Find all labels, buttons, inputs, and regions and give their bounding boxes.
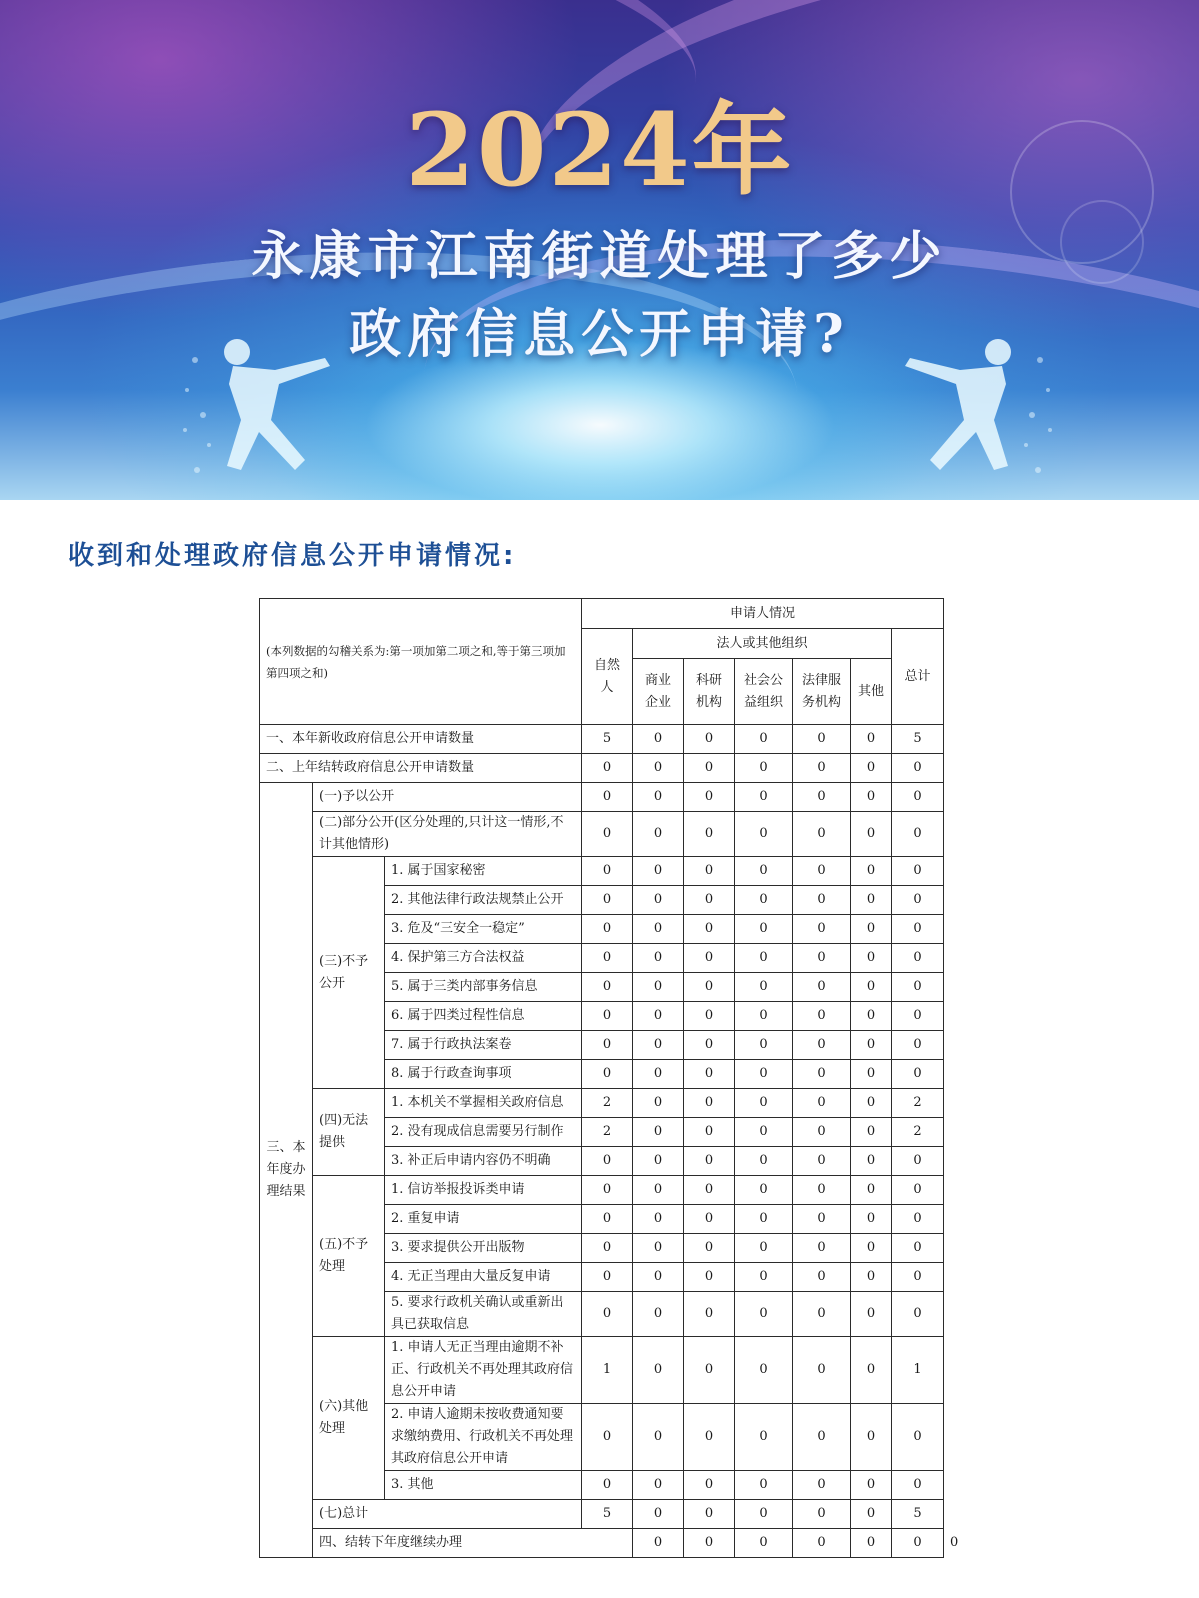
- cell-value: 0: [582, 1002, 633, 1031]
- cell-value: 0: [582, 857, 633, 886]
- row-label: 1. 属于国家秘密: [385, 857, 582, 886]
- cell-value: 0: [892, 915, 944, 944]
- cell-value: 0: [684, 1471, 735, 1500]
- cell-value: 0: [735, 754, 793, 783]
- cell-value: 0: [793, 1118, 851, 1147]
- row-label: 四、结转下年度继续办理: [313, 1529, 633, 1558]
- cell-value: 0: [582, 973, 633, 1002]
- cell-value: 0: [851, 915, 892, 944]
- cell-value: 0: [793, 1263, 851, 1292]
- cell-value: 0: [851, 944, 892, 973]
- table-row: [260, 1337, 944, 1404]
- cell-value: 0: [684, 1529, 735, 1558]
- cell-value: 0: [684, 973, 735, 1002]
- header-business: 商业企业: [633, 659, 684, 725]
- cell-value: 0: [892, 754, 944, 783]
- table-row: [260, 857, 944, 886]
- subgroup-label-not-processed: (五)不予处理: [313, 1176, 385, 1337]
- cell-value: 0: [684, 812, 735, 857]
- cell-value: 0: [684, 1205, 735, 1234]
- cell-value: 0: [793, 1337, 851, 1404]
- cell-value: 0: [633, 1205, 684, 1234]
- cell-value: 0: [892, 1234, 944, 1263]
- header-legal-org: 法人或其他组织: [633, 629, 892, 659]
- row-label: 2. 没有现成信息需要另行制作: [385, 1118, 582, 1147]
- cell-value: 0: [892, 1263, 944, 1292]
- header-banner: [0, 0, 1199, 500]
- section-title: 收到和处理政府信息公开申请情况:: [68, 541, 517, 571]
- row-label: 8. 属于行政查询事项: [385, 1060, 582, 1089]
- cell-value: 0: [793, 1147, 851, 1176]
- cell-value: 0: [633, 915, 684, 944]
- cell-value: 0: [582, 783, 633, 812]
- header-natural-person: 自然人: [582, 629, 633, 725]
- cell-value: 0: [633, 857, 684, 886]
- cell-value: 0: [892, 1176, 944, 1205]
- cell-value: 0: [892, 1147, 944, 1176]
- row-label: (一)予以公开: [313, 783, 582, 812]
- note-cell: (本列数据的勾稽关系为:第一项加第二项之和,等于第三项加第四项之和): [260, 599, 582, 725]
- cell-value: 0: [793, 857, 851, 886]
- cell-value: 0: [851, 754, 892, 783]
- cell-value: 0: [735, 1529, 793, 1558]
- cell-value: 0: [793, 1002, 851, 1031]
- cell-value: 0: [793, 1060, 851, 1089]
- table-row: [260, 754, 944, 783]
- cell-value: 0: [793, 1529, 851, 1558]
- cell-value: 0: [735, 915, 793, 944]
- cell-value: 0: [793, 1031, 851, 1060]
- cell-value: 0: [793, 1234, 851, 1263]
- cell-value: 0: [851, 1234, 892, 1263]
- cell-value: 0: [684, 1002, 735, 1031]
- cell-value: 0: [793, 915, 851, 944]
- cell-value: 0: [793, 944, 851, 973]
- cell-value: 0: [735, 1176, 793, 1205]
- cell-value: 0: [892, 1205, 944, 1234]
- subgroup-label-unable-to-provide: (四)无法提供: [313, 1089, 385, 1176]
- cell-value: 0: [892, 886, 944, 915]
- cell-value: 0: [892, 1404, 944, 1471]
- cell-value: 0: [793, 1176, 851, 1205]
- header-social: 社会公益组织: [735, 659, 793, 725]
- table-row: [260, 1176, 944, 1205]
- cell-value: 0: [684, 1147, 735, 1176]
- row-label: 7. 属于行政执法案卷: [385, 1031, 582, 1060]
- cell-value: 0: [793, 1500, 851, 1529]
- cell-value: 0: [892, 1031, 944, 1060]
- cell-value: 0: [633, 1089, 684, 1118]
- cell-value: 0: [851, 1337, 892, 1404]
- banner-year: 2024年: [405, 91, 794, 209]
- cell-value: 0: [633, 812, 684, 857]
- cell-value: 0: [684, 1031, 735, 1060]
- cell-value: 0: [793, 886, 851, 915]
- cell-value: 0: [735, 857, 793, 886]
- cell-value: 0: [684, 1176, 735, 1205]
- cell-value: 2: [892, 1089, 944, 1118]
- cell-value: 0: [851, 1205, 892, 1234]
- cell-value: 0: [735, 783, 793, 812]
- cell-value: 0: [793, 783, 851, 812]
- cell-value: 0: [684, 1292, 735, 1337]
- cell-value: 0: [633, 783, 684, 812]
- cell-value: 0: [582, 1234, 633, 1263]
- cell-value: 0: [633, 944, 684, 973]
- cell-value: 0: [851, 1500, 892, 1529]
- cell-value: 0: [851, 1471, 892, 1500]
- cell-value: 0: [892, 973, 944, 1002]
- cell-value: 0: [582, 1205, 633, 1234]
- cell-value: 0: [793, 1205, 851, 1234]
- cell-value: 0: [633, 1471, 684, 1500]
- cell-value: 0: [582, 1060, 633, 1089]
- cell-value: 0: [851, 1118, 892, 1147]
- cell-value: 0: [684, 1404, 735, 1471]
- header-research: 科研机构: [684, 659, 735, 725]
- cell-value: 1: [582, 1337, 633, 1404]
- cell-value: 0: [735, 973, 793, 1002]
- cell-value: 0: [582, 1147, 633, 1176]
- cell-value: 0: [633, 1337, 684, 1404]
- cell-value: 0: [735, 1404, 793, 1471]
- cell-value: 0: [793, 812, 851, 857]
- banner-title-line2: 政府信息公开申请?: [349, 304, 850, 365]
- row-label: 2. 重复申请: [385, 1205, 582, 1234]
- row-label: 3. 补正后申请内容仍不明确: [385, 1147, 582, 1176]
- cell-value: 0: [851, 1176, 892, 1205]
- cell-value: 0: [684, 783, 735, 812]
- cell-value: 0: [793, 1292, 851, 1337]
- cell-value: 0: [684, 886, 735, 915]
- cell-value: 0: [735, 1263, 793, 1292]
- cell-value: 2: [892, 1118, 944, 1147]
- cell-value: 0: [582, 1263, 633, 1292]
- cell-value: 0: [582, 812, 633, 857]
- cell-value: 0: [582, 1471, 633, 1500]
- cell-value: 0: [684, 915, 735, 944]
- cell-value: 0: [735, 812, 793, 857]
- row-label: 4. 保护第三方合法权益: [385, 944, 582, 973]
- cell-value: 0: [633, 1263, 684, 1292]
- cell-value: 0: [892, 944, 944, 973]
- cell-value: 2: [582, 1089, 633, 1118]
- cell-value: 0: [851, 1031, 892, 1060]
- cell-value: 0: [582, 1176, 633, 1205]
- cell-value: 0: [633, 1500, 684, 1529]
- cell-value: 0: [892, 812, 944, 857]
- row-label: 二、上年结转政府信息公开申请数量: [260, 754, 582, 783]
- cell-value: 0: [633, 725, 684, 754]
- row-label: 1. 本机关不掌握相关政府信息: [385, 1089, 582, 1118]
- cell-value: 0: [892, 1529, 944, 1558]
- row-label: 6. 属于四类过程性信息: [385, 1002, 582, 1031]
- row-label: 1. 申请人无正当理由逾期不补正、行政机关不再处理其政府信息公开申请: [385, 1337, 582, 1404]
- cell-value: 0: [582, 915, 633, 944]
- cell-value: 2: [582, 1118, 633, 1147]
- cell-value: 0: [735, 725, 793, 754]
- cell-value: 0: [851, 783, 892, 812]
- cell-value: 0: [684, 1500, 735, 1529]
- cell-value: 0: [892, 1292, 944, 1337]
- cell-value: 0: [633, 1176, 684, 1205]
- cell-value: 0: [684, 1263, 735, 1292]
- table-row: [260, 725, 944, 754]
- subgroup-label-other-handling: (六)其他处理: [313, 1337, 385, 1500]
- cell-value: 0: [684, 725, 735, 754]
- cell-value: 0: [633, 1147, 684, 1176]
- cell-value: 0: [633, 1292, 684, 1337]
- cell-value: 0: [793, 754, 851, 783]
- cell-value: 0: [892, 1060, 944, 1089]
- row-label: 一、本年新收政府信息公开申请数量: [260, 725, 582, 754]
- cell-value: 0: [684, 1089, 735, 1118]
- cell-value: 0: [851, 725, 892, 754]
- cell-value: 0: [892, 783, 944, 812]
- cell-value: 0: [735, 1089, 793, 1118]
- cell-value: 0: [851, 1404, 892, 1471]
- cell-value: 0: [793, 1404, 851, 1471]
- row-label: 5. 要求行政机关确认或重新出具已获取信息: [385, 1292, 582, 1337]
- cell-value: 0: [735, 1292, 793, 1337]
- cell-value: 0: [735, 1337, 793, 1404]
- cell-value: 0: [735, 1002, 793, 1031]
- group-label-results: 三、本年度办理结果: [260, 783, 313, 1558]
- cell-value: 0: [633, 1002, 684, 1031]
- table-row: [260, 1089, 944, 1118]
- cell-value: 0: [735, 944, 793, 973]
- cell-value: 1: [892, 1337, 944, 1404]
- cell-value: 0: [684, 1060, 735, 1089]
- table-row: [260, 783, 944, 812]
- cell-value: 0: [892, 1471, 944, 1500]
- subgroup-label-not-disclosed: (三)不予公开: [313, 857, 385, 1089]
- cell-value: 0: [582, 944, 633, 973]
- row-label: 5. 属于三类内部事务信息: [385, 973, 582, 1002]
- row-label: (七)总计: [313, 1500, 582, 1529]
- banner-title-line1: 永康市江南街道处理了多少: [251, 226, 948, 287]
- cell-value: 0: [851, 857, 892, 886]
- header-total: 总计: [892, 629, 944, 725]
- cell-value: 0: [633, 973, 684, 1002]
- cell-value: 0: [851, 1089, 892, 1118]
- cell-value: 0: [684, 857, 735, 886]
- cell-value: 0: [793, 725, 851, 754]
- cell-value: 0: [735, 1147, 793, 1176]
- cell-value: 0: [735, 1205, 793, 1234]
- cell-value: 0: [793, 1089, 851, 1118]
- cell-value: 0: [851, 1147, 892, 1176]
- cell-value: 0: [582, 754, 633, 783]
- cell-value: 0: [851, 1002, 892, 1031]
- cell-value: 0: [851, 1292, 892, 1337]
- cell-value: 0: [735, 886, 793, 915]
- cell-value: 0: [633, 1060, 684, 1089]
- row-label: 1. 信访举报投诉类申请: [385, 1176, 582, 1205]
- row-label: 3. 其他: [385, 1471, 582, 1500]
- cell-value: 0: [735, 1234, 793, 1263]
- cell-value: 0: [582, 886, 633, 915]
- table-row: [260, 812, 944, 857]
- cell-value: 0: [633, 1118, 684, 1147]
- row-label: 3. 要求提供公开出版物: [385, 1234, 582, 1263]
- cell-value: 0: [735, 1471, 793, 1500]
- cell-value: 0: [793, 973, 851, 1002]
- header-applicant: 申请人情况: [582, 599, 944, 629]
- cell-value: 0: [735, 1500, 793, 1529]
- cell-value: 0: [633, 1404, 684, 1471]
- cell-value: 5: [582, 1500, 633, 1529]
- cell-value: 0: [851, 1529, 892, 1558]
- row-label: 4. 无正当理由大量反复申请: [385, 1263, 582, 1292]
- cell-value: 0: [851, 812, 892, 857]
- cell-value: 0: [684, 754, 735, 783]
- row-label: 2. 其他法律行政法规禁止公开: [385, 886, 582, 915]
- row-label: (二)部分公开(区分处理的,只计这一情形,不计其他情形): [313, 812, 582, 857]
- cell-value: 0: [892, 857, 944, 886]
- table-row: 四、结转下年度继续办理 0 0 0 0 0 0 0: [260, 1529, 944, 1558]
- cell-value: 0: [633, 1031, 684, 1060]
- cell-value: 0: [684, 1118, 735, 1147]
- cell-value: 0: [851, 886, 892, 915]
- cell-value: 0: [684, 1337, 735, 1404]
- table-row: [260, 1500, 944, 1529]
- header-law: 法律服务机构: [793, 659, 851, 725]
- header-other: 其他: [851, 659, 892, 725]
- cell-value: 5: [582, 725, 633, 754]
- row-label: 3. 危及“三安全一稳定”: [385, 915, 582, 944]
- cell-value: 0: [735, 1031, 793, 1060]
- cell-value: 5: [892, 725, 944, 754]
- cell-value: 0: [793, 1471, 851, 1500]
- cell-value: 5: [892, 1500, 944, 1529]
- cell-value: 0: [582, 1292, 633, 1337]
- cell-value: 0: [684, 944, 735, 973]
- cell-value: 0: [633, 886, 684, 915]
- cell-value: 0: [684, 1234, 735, 1263]
- row-label: 2. 申请人逾期未按收费通知要求缴纳费用、行政机关不再处理其政府信息公开申请: [385, 1404, 582, 1471]
- cell-value: 0: [735, 1118, 793, 1147]
- cell-value: 0: [851, 1263, 892, 1292]
- cell-value: 0: [582, 1031, 633, 1060]
- cell-value: 0: [633, 754, 684, 783]
- cell-value: 0: [582, 1404, 633, 1471]
- cell-value: 0: [851, 973, 892, 1002]
- cell-value: 0: [735, 1060, 793, 1089]
- cell-value: 0: [851, 1060, 892, 1089]
- cell-value: 0: [892, 1002, 944, 1031]
- cell-value: 0: [633, 1234, 684, 1263]
- cell-value: 0: [633, 1529, 684, 1558]
- report-table: [259, 598, 959, 1558]
